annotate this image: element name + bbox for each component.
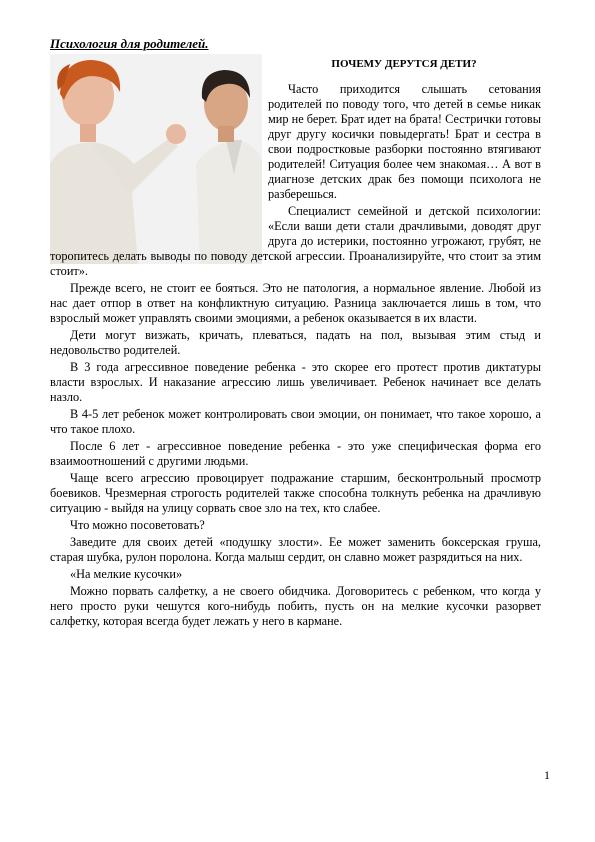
paragraph: «На мелкие кусочки» — [70, 567, 183, 581]
paragraph: Заведите для своих детей «подушку злости». Ее может заменить боксерская груша, старая шубка, рулон поролона. Когда малыш сердит, он славно может разрядиться на них. — [50, 535, 541, 564]
paragraph: Специалист семейной и детской психологии: «Если ваши дети стали драчливыми, доводят друг друга до истерики, постоянно угрожают, грубят, не торопитесь делать выводы по поводу детской агрессии. Проанализируйте, что стоит за этим стоит». — [50, 204, 541, 278]
page-number: 1 — [544, 768, 550, 782]
paragraph: Часто приходится слышать сетования родителей по поводу того, что детей в семье никак мир не берет. Брат идет на брата! Сестрички готовы друг другу косички повыдергать! Брат и сестра в свои подростковые разборки постоянно втягивают родителей! Ситуация более чем знакомая… А вот в диагнозе детских драк без помощи психолога не разберешься. — [268, 82, 541, 201]
paragraph: В 3 года агрессивное поведение ребенка - это скорее его протест против диктатуры власти взрослых. И наказание агрессию лишь увеличивает. Ребенок начинает все делать назло. — [50, 360, 541, 404]
paragraph: Можно порвать салфетку, а не своего обидчика. Договоритесь с ребенком, что когда у него просто руки чешутся кого-нибудь побить, пусть он на мелкие кусочки разорвет салфетку, которая всегда будет лежать у него в кармане. — [50, 584, 541, 628]
photo-wrap-spacer — [50, 82, 268, 242]
paragraph: В 4-5 лет ребенок может контролировать свои эмоции, он понимает, что такое хорошо, а что такое плохо. — [50, 407, 541, 436]
paragraph: После 6 лет - агрессивное поведение ребенка - это уже специфическая форма его взаимоотношений с другими людьми. — [50, 439, 541, 468]
paragraph: Прежде всего, не стоит ее бояться. Это не патология, а нормальное явление. Любой из нас дает отпор в ответ на конфликтную ситуацию. Разница заключается лишь в том, что взрослый может управлять своими эмоциями, а ребенок оказывается в их власти. — [50, 281, 541, 325]
paragraph: Дети могут визжать, кричать, плеваться, падать на пол, вызывая этим стыд и недовольство родителей. — [50, 328, 541, 357]
article-body — [50, 82, 541, 631]
paragraph: Что можно посоветовать? — [70, 518, 205, 532]
paragraph: Чаще всего агрессию провоцирует подражание старшим, бесконтрольный просмотр боевиков. Чрезмерная строгость родителей также способна толкнуть ребенка на драчливую ситуацию - выйдя на улицу сорвать свое зло на тех, кто слабее. — [50, 471, 541, 515]
rubric-heading: Психология для родителей. — [50, 36, 209, 51]
article-title: ПОЧЕМУ ДЕРУТСЯ ДЕТИ? — [331, 58, 477, 70]
